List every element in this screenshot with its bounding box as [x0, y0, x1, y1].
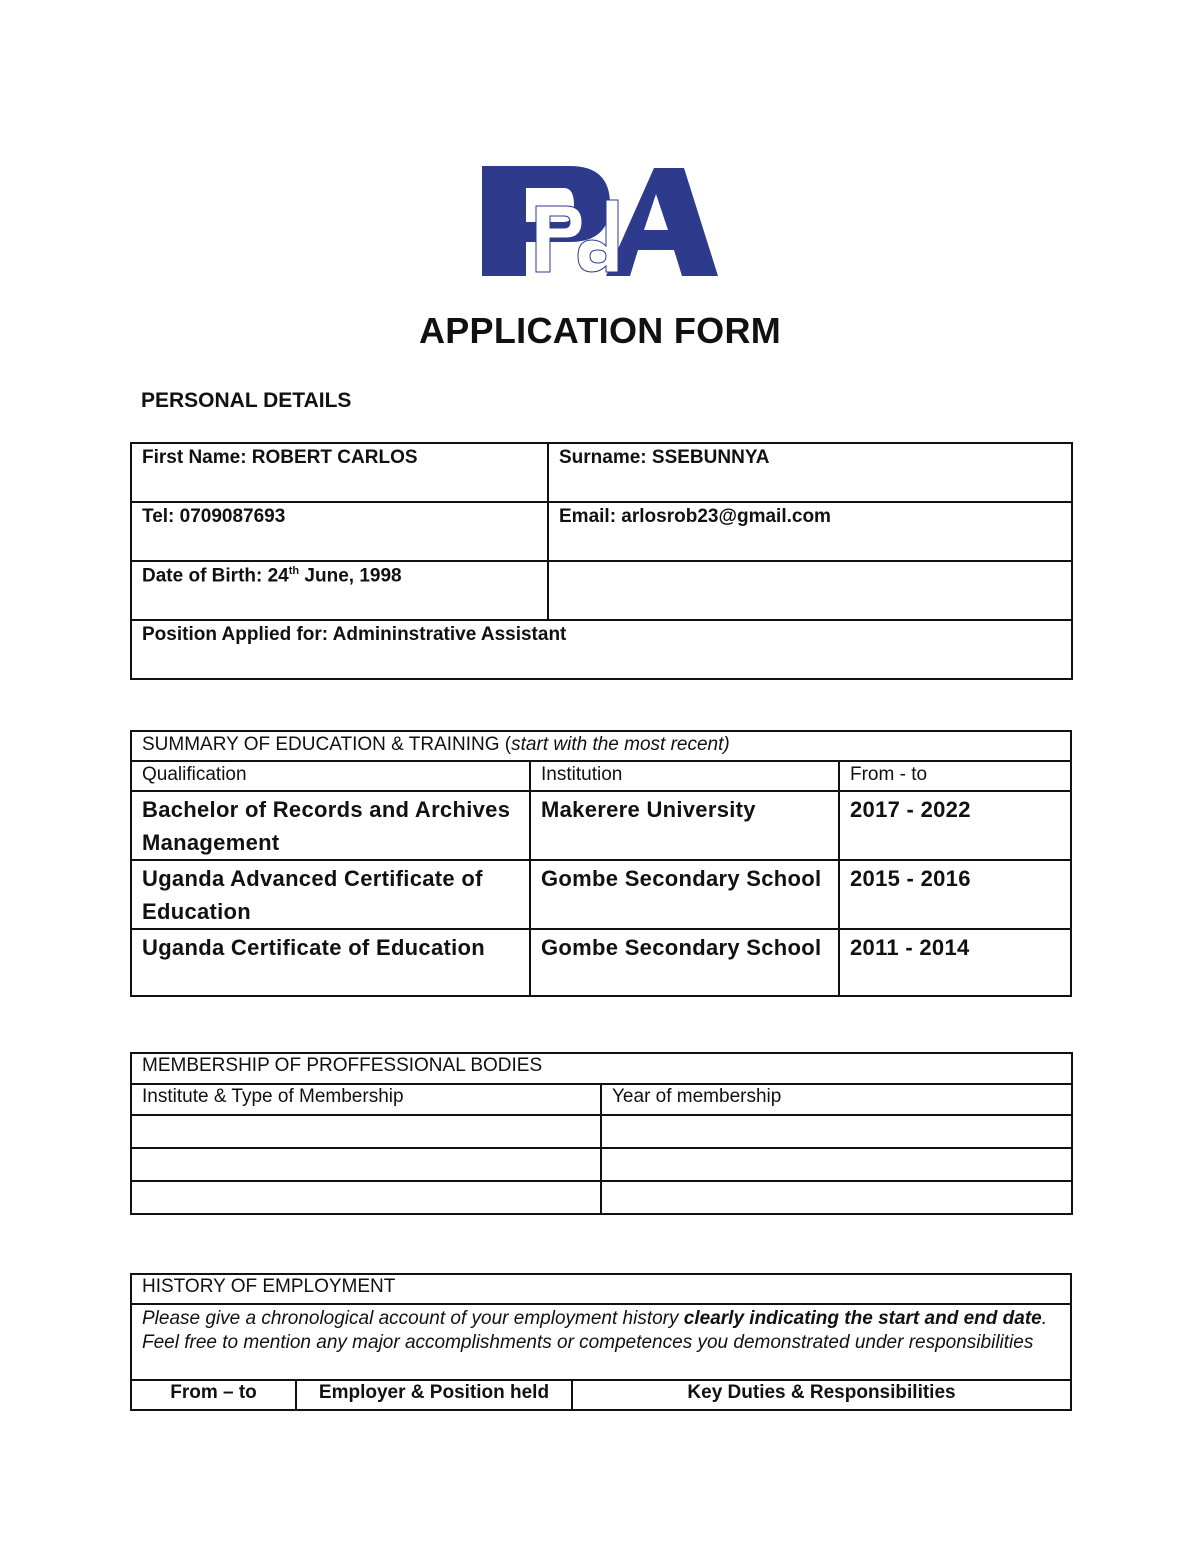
empty-cell[interactable] [548, 561, 1072, 620]
col-institution: Institution [530, 761, 839, 791]
institute-cell[interactable] [131, 1148, 601, 1181]
instructions-part-1: Please give a chronological account of your employment history [142, 1308, 684, 1329]
education-title-note: start with the most recent) [511, 734, 730, 755]
instructions-emphasis: clearly indicating the start and end date [683, 1308, 1042, 1329]
year-cell[interactable] [601, 1115, 1072, 1148]
ppda-logo-graphic [478, 160, 720, 280]
employment-heading: HISTORY OF EMPLOYMENT [131, 1274, 1071, 1304]
col-year: Year of membership [601, 1084, 1072, 1115]
institute-cell[interactable] [131, 1181, 601, 1214]
employment-instructions [131, 1304, 1071, 1380]
col-institute: Institute & Type of Membership [131, 1084, 601, 1115]
email-field[interactable]: Email: arlosrob23@gmail.com [548, 502, 1072, 561]
ppda-logo [478, 160, 720, 280]
dob-field[interactable] [131, 561, 548, 620]
employment-table [130, 1273, 1072, 1411]
dates-cell[interactable]: 2017 - 2022 [839, 791, 1071, 860]
instructions-part-2: . Feel free to mention any major accomplishments or competences you demonstrated under responsibilities [142, 1308, 1047, 1353]
table-row [131, 860, 1071, 929]
institution-cell[interactable]: Makerere University [530, 791, 839, 860]
table-row [131, 791, 1071, 860]
dob-suffix: June, 1998 [299, 565, 402, 587]
dob-ordinal: th [288, 565, 300, 577]
col-qualification: Qualification [131, 761, 530, 791]
qualification-cell[interactable]: Uganda Certificate of Education [131, 929, 530, 996]
first-name-field[interactable]: First Name: ROBERT CARLOS [131, 443, 548, 502]
institute-cell[interactable] [131, 1115, 601, 1148]
personal-details-heading: PERSONAL DETAILS [141, 389, 352, 412]
dob-prefix: Date of Birth: 24 [142, 565, 289, 587]
education-title: SUMMARY OF EDUCATION & TRAINING ( [142, 734, 512, 755]
membership-heading: MEMBERSHIP OF PROFFESSIONAL BODIES [131, 1053, 1072, 1084]
institution-cell[interactable]: Gombe Secondary School [530, 860, 839, 929]
form-title: APPLICATION FORM [418, 310, 782, 351]
institution-cell[interactable]: Gombe Secondary School [530, 929, 839, 996]
col-duties: Key Duties & Responsibilities [572, 1380, 1071, 1410]
qualification-cell[interactable]: Bachelor of Records and Archives Management [131, 791, 530, 860]
table-row [131, 1181, 1072, 1214]
year-cell[interactable] [601, 1148, 1072, 1181]
position-field[interactable]: Position Applied for: Admininstrative Assistant [131, 620, 1072, 679]
year-cell[interactable] [601, 1181, 1072, 1214]
education-heading [131, 731, 1071, 761]
table-row [131, 929, 1071, 996]
tel-field[interactable]: Tel: 0709087693 [131, 502, 548, 561]
personal-details-table [130, 442, 1073, 680]
table-row [131, 1115, 1072, 1148]
table-row [131, 1148, 1072, 1181]
dates-cell[interactable]: 2011 - 2014 [839, 929, 1071, 996]
qualification-cell[interactable]: Uganda Advanced Certificate of Education [131, 860, 530, 929]
col-employer: Employer & Position held [296, 1380, 572, 1410]
col-employment-dates: From – to [131, 1380, 296, 1410]
education-table [130, 730, 1072, 997]
dates-cell[interactable]: 2015 - 2016 [839, 860, 1071, 929]
surname-field[interactable]: Surname: SSEBUNNYA [548, 443, 1072, 502]
membership-table [130, 1052, 1073, 1215]
col-from-to: From - to [839, 761, 1071, 791]
